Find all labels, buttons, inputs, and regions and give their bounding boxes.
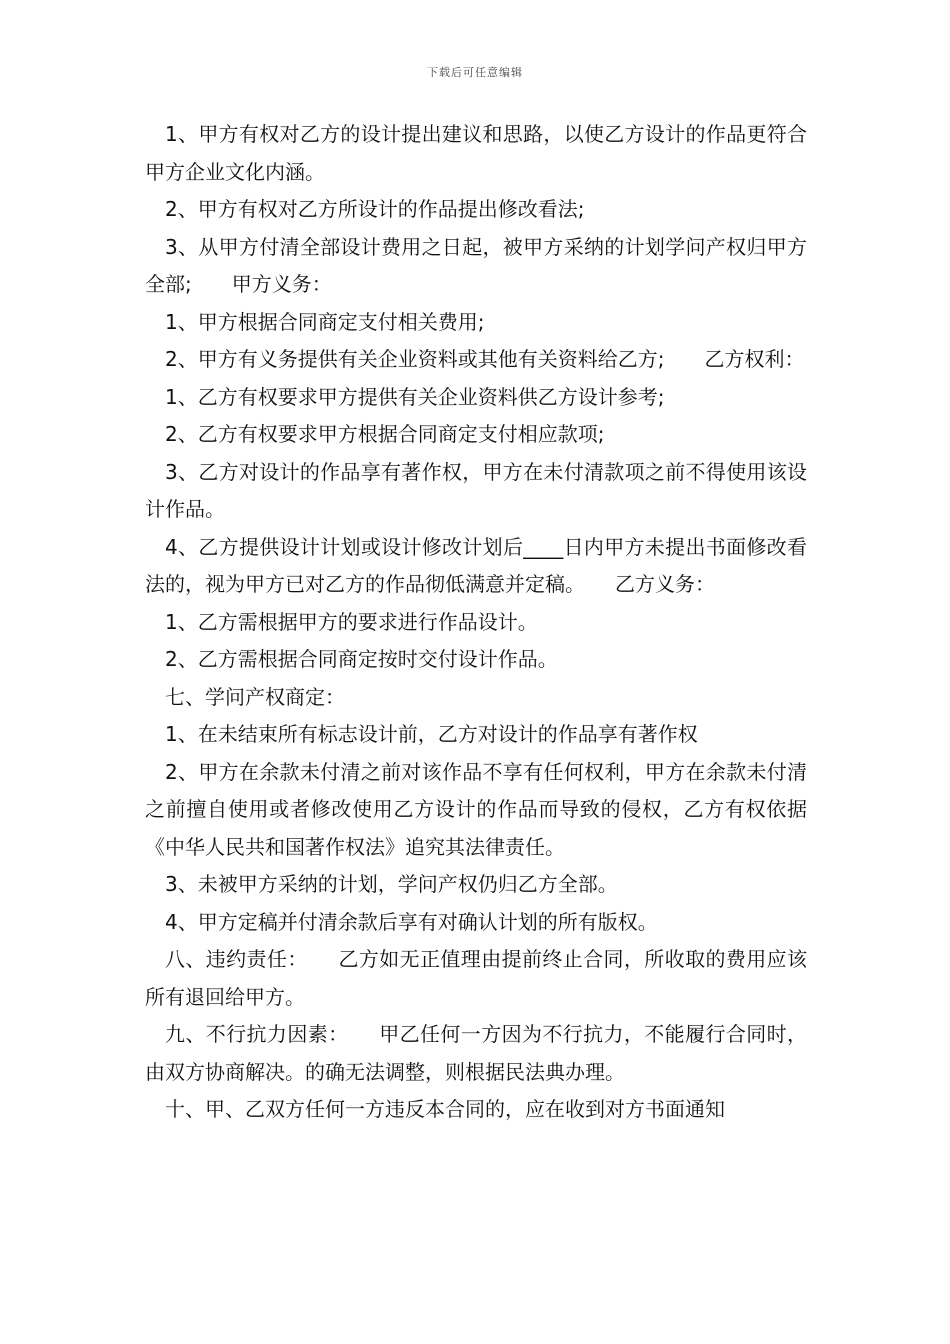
paragraph: 2、甲方有权对乙方所设计的作品提出修改看法;	[165, 197, 585, 221]
section-heading: 七、学问产权商定：	[165, 684, 345, 709]
paragraph: 2、乙方需根据合同商定按时交付设计作品。	[165, 647, 558, 671]
paragraph: 九、不行抗力因素： 甲乙任何一方因为不行抗力，不能履行合同时，由双方协商解决。的确无法调整，则根据民法典办理。	[145, 1022, 807, 1084]
paragraph: 3、未被甲方采纳的计划，学问产权仍归乙方全部。	[165, 872, 618, 896]
header-note: 下载后可任意编辑	[427, 66, 523, 79]
paragraph: 2、甲方有义务提供有关企业资料或其他有关资料给乙方; 乙方权利：	[165, 347, 805, 371]
paragraph: 2、乙方有权要求甲方根据合同商定支付相应款项;	[165, 422, 605, 446]
document-body	[145, 116, 807, 1129]
paragraph: 4、甲方定稿并付清余款后享有对确认计划的所有版权。	[165, 909, 658, 934]
paragraph: 十、甲、乙双方任何一方违反本合同的，应在收到对方书面通知	[165, 1097, 725, 1121]
paragraph: 3、乙方对设计的作品享有著作权，甲方在未付清款项之前不得使用该设计作品。	[145, 459, 807, 521]
paragraph: 1、乙方有权要求甲方提供有关企业资料供乙方设计参考;	[165, 384, 665, 409]
paragraph: 1、在未结束所有标志设计前，乙方对设计的作品享有著作权	[165, 722, 698, 746]
paragraph: 1、乙方需根据甲方的要求进行作品设计。	[165, 609, 538, 634]
paragraph: 3、从甲方付清全部设计费用之日起，被甲方采纳的计划学问产权归甲方全部; 甲方义务：	[145, 234, 807, 296]
paragraph: 1、甲方根据合同商定支付相关费用;	[165, 309, 485, 334]
paragraph: 1、甲方有权对乙方的设计提出建议和思路，以使乙方设计的作品更符合甲方企业文化内涵。	[145, 122, 807, 184]
paragraph: 八、违约责任： 乙方如无正值理由提前终止合同，所收取的费用应该所有退回给甲方。	[145, 947, 807, 1009]
paragraph: 4、乙方提供设计计划或设计修改计划后____日内甲方未提出书面修改看法的，视为甲方已对乙方的作品彻低满意并定稿。 乙方义务：	[145, 534, 807, 596]
paragraph: 2、甲方在余款未付清之前对该作品不享有任何权利，甲方在余款未付清之前擅自使用或者修改使用乙方设计的作品而导致的侵权，乙方有权依据《中华人民共和国著作权法》追究其法律责任。	[145, 759, 807, 859]
